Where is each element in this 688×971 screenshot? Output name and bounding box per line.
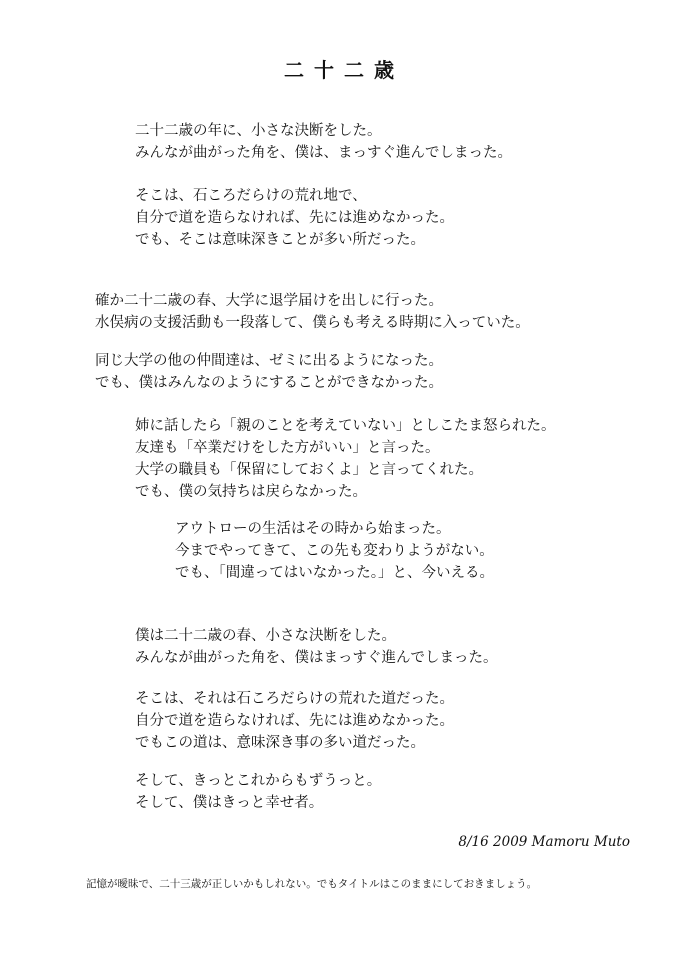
- poem-line: 僕は二十二歳の春、小さな決断をした。: [135, 628, 396, 644]
- poem-line: みんなが曲がった角を、僕はまっすぐ進んでしまった。: [135, 650, 498, 666]
- footnote: 記憶が曖昧で、二十三歳が正しいかもしれない。でもタイトルはこのままにしておきましょう。: [86, 878, 538, 890]
- poem-line: 二十二歳の年に、小さな決断をした。: [135, 123, 382, 139]
- poem-line: そして、僕はきっと幸せ者。: [135, 795, 324, 811]
- poem-paragraph-2: [135, 185, 454, 251]
- poem-line: みんなが曲がった角を、僕は、まっすぐ進んでしまった。: [135, 145, 512, 161]
- poem-line: そこは、石ころだらけの荒れ地で、: [135, 188, 367, 204]
- poem-line: でも、「間違ってはいなかった。」と、今いえる。: [175, 565, 494, 581]
- poem-line: 確か二十二歳の春、大学に退学届けを出しに行った。: [95, 293, 443, 309]
- poem-line: 同じ大学の他の仲間達は、ゼミに出るようになった。: [95, 353, 443, 369]
- poem-paragraph-8: [135, 688, 454, 754]
- poem-paragraph-5: [135, 415, 556, 503]
- poem-line: 自分で道を造らなければ、先には進めなかった。: [135, 210, 454, 226]
- signature: 8/16 2009 Mamoru Muto: [458, 834, 630, 850]
- poem-line: 姉に話したら「親のことを考えていない」としこたま怒られた。: [135, 418, 556, 434]
- poem-line: 友達も「卒業だけをした方がいい」と言った。: [135, 440, 440, 456]
- poem-paragraph-4: [95, 350, 443, 394]
- poem-line: 水俣病の支援活動も一段落して、僕らも考える時期に入っていた。: [95, 315, 530, 331]
- poem-line: 自分で道を造らなければ、先には進めなかった。: [135, 713, 454, 729]
- poem-line: でも、そこは意味深きことが多い所だった。: [135, 232, 425, 248]
- poem-line: 今までやってきて、この先も変わりようがない。: [175, 543, 494, 559]
- poem-paragraph-1: [135, 120, 512, 164]
- poem-line: そこは、それは石ころだらけの荒れた道だった。: [135, 691, 454, 707]
- poem-paragraph-9: [135, 770, 381, 814]
- poem-line: アウトローの生活はその時から始まった。: [175, 521, 451, 537]
- poem-line: でもこの道は、意味深き事の多い道だった。: [135, 735, 425, 751]
- poem-line: でも、僕の気持ちは戻らなかった。: [135, 484, 367, 500]
- poem-line: そして、きっとこれからもずうっと。: [135, 773, 382, 789]
- poem-line: 大学の職員も「保留にしておくよ」と言ってくれた。: [135, 462, 483, 478]
- poem-paragraph-6: [175, 518, 494, 584]
- page-title: 二十二歳: [284, 58, 404, 82]
- poem-paragraph-7: [135, 625, 498, 669]
- poem-paragraph-3: [95, 290, 530, 334]
- poem-line: でも、僕はみんなのようにすることができなかった。: [95, 375, 443, 391]
